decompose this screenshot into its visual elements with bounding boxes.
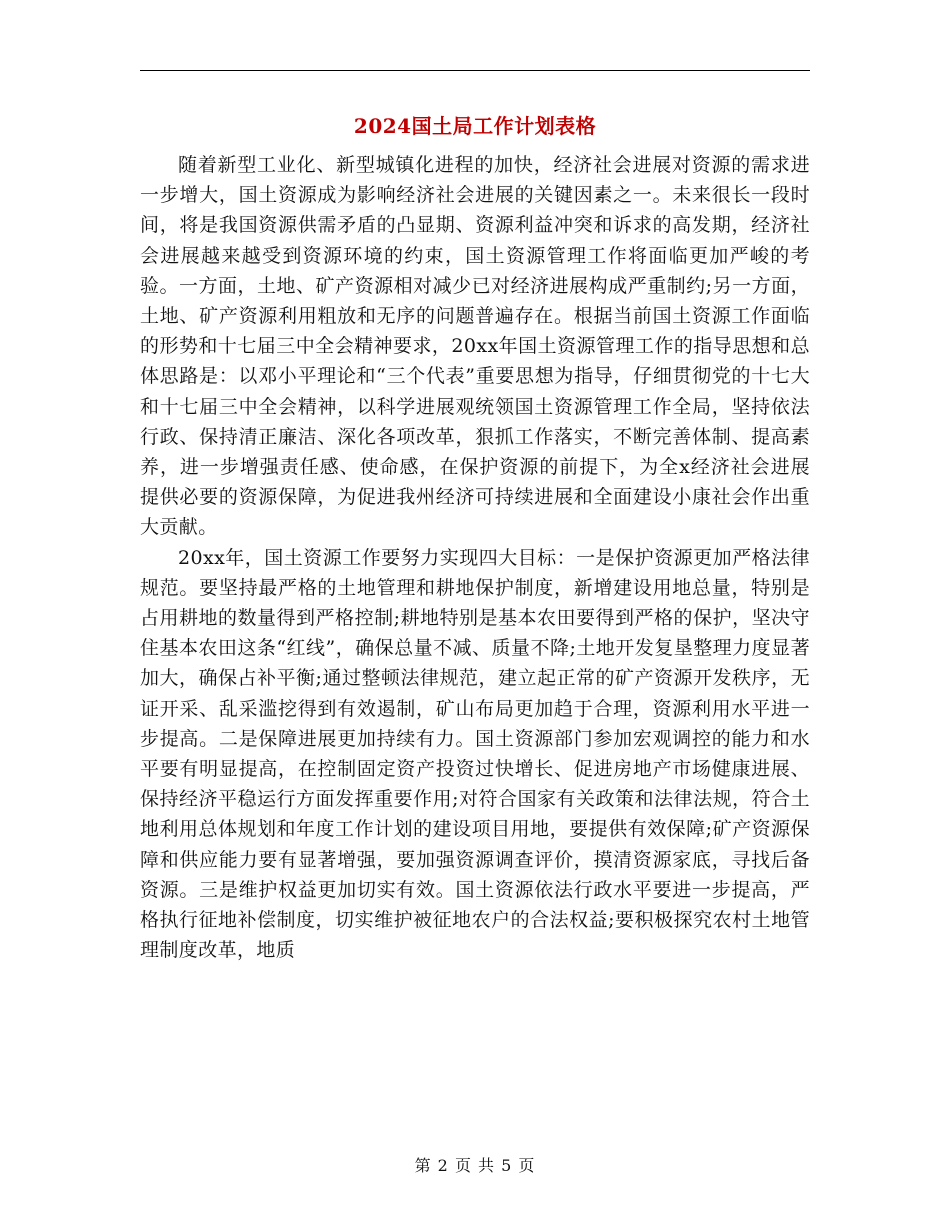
document-body xyxy=(140,150,810,965)
document-title: 2024国土局工作计划表格 xyxy=(353,114,597,138)
paragraph-2: 20xx年，国土资源工作要努力实现四大目标：一是保护资源更加严格法律规范。要坚持最严格的土地管理和耕地保护制度，新增建设用地总量，特别是占用耕地的数量得到严格控制;耕地特别是基本农田要得到严格的保护，坚决守住基本农田这条“红线”，确保总量不减、质量不降;土地开发复垦整理力度显著加大，确保占补平衡;通过整顿法律规范，建立起正常的矿产资源开发秩序，无证开采、乱采滥挖得到有效遏制，矿山布局更加趋于合理，资源利用水平进一步提高。二是保障进展更加持续有力。国土资源部门参加宏观调控的能力和水平要有明显提高，在控制固定资产投资过快增长、促进房地产市场健康进展、保持经济平稳运行方面发挥重要作用;对符合国家有关政策和法律法规，符合土地利用总体规划和年度工作计划的建设项目用地，要提供有效保障;矿产资源保障和供应能力要有显著增强，要加强资源调查评价，摸清资源家底，寻找后备资源。三是维护权益更加切实有效。国土资源依法行政水平要进一步提高，严格执行征地补偿制度，切实维护被征地农户的合法权益;要积极探究农村土地管理制度改革，地质 xyxy=(140,546,810,962)
header-rule xyxy=(140,70,810,71)
paragraph-1: 随着新型工业化、新型城镇化进程的加快，经济社会进展对资源的需求进一步增大，国土资源成为影响经济社会进展的关键因素之一。未来很长一段时间，将是我国资源供需矛盾的凸显期、资源利益冲突和诉求的高发期，经济社会进展越来越受到资源环境的约束，国土资源管理工作将面临更加严峻的考验。一方面，土地、矿产资源相对减少已对经济进展构成严重制约;另一方面，土地、矿产资源利用粗放和无序的问题普遍存在。根据当前国土资源工作面临的形势和十七届三中全会精神要求，20xx年国土资源管理工作的指导思想和总体思路是：以邓小平理论和“三个代表”重要思想为指导，仔细贯彻党的十七大和十七届三中全会精神，以科学进展观统领国土资源管理工作全局，坚持依法行政、保持清正廉洁、深化各项改革，狠抓工作落实，不断完善体制、提高素养，进一步增强责任感、使命感，在保护资源的前提下，为全x经济社会进展提供必要的资源保障，为促进我州经济可持续进展和全面建设小康社会作出重大贡献。 xyxy=(140,154,810,539)
page-number-footer: 第 2 页 共 5 页 xyxy=(414,1156,536,1175)
